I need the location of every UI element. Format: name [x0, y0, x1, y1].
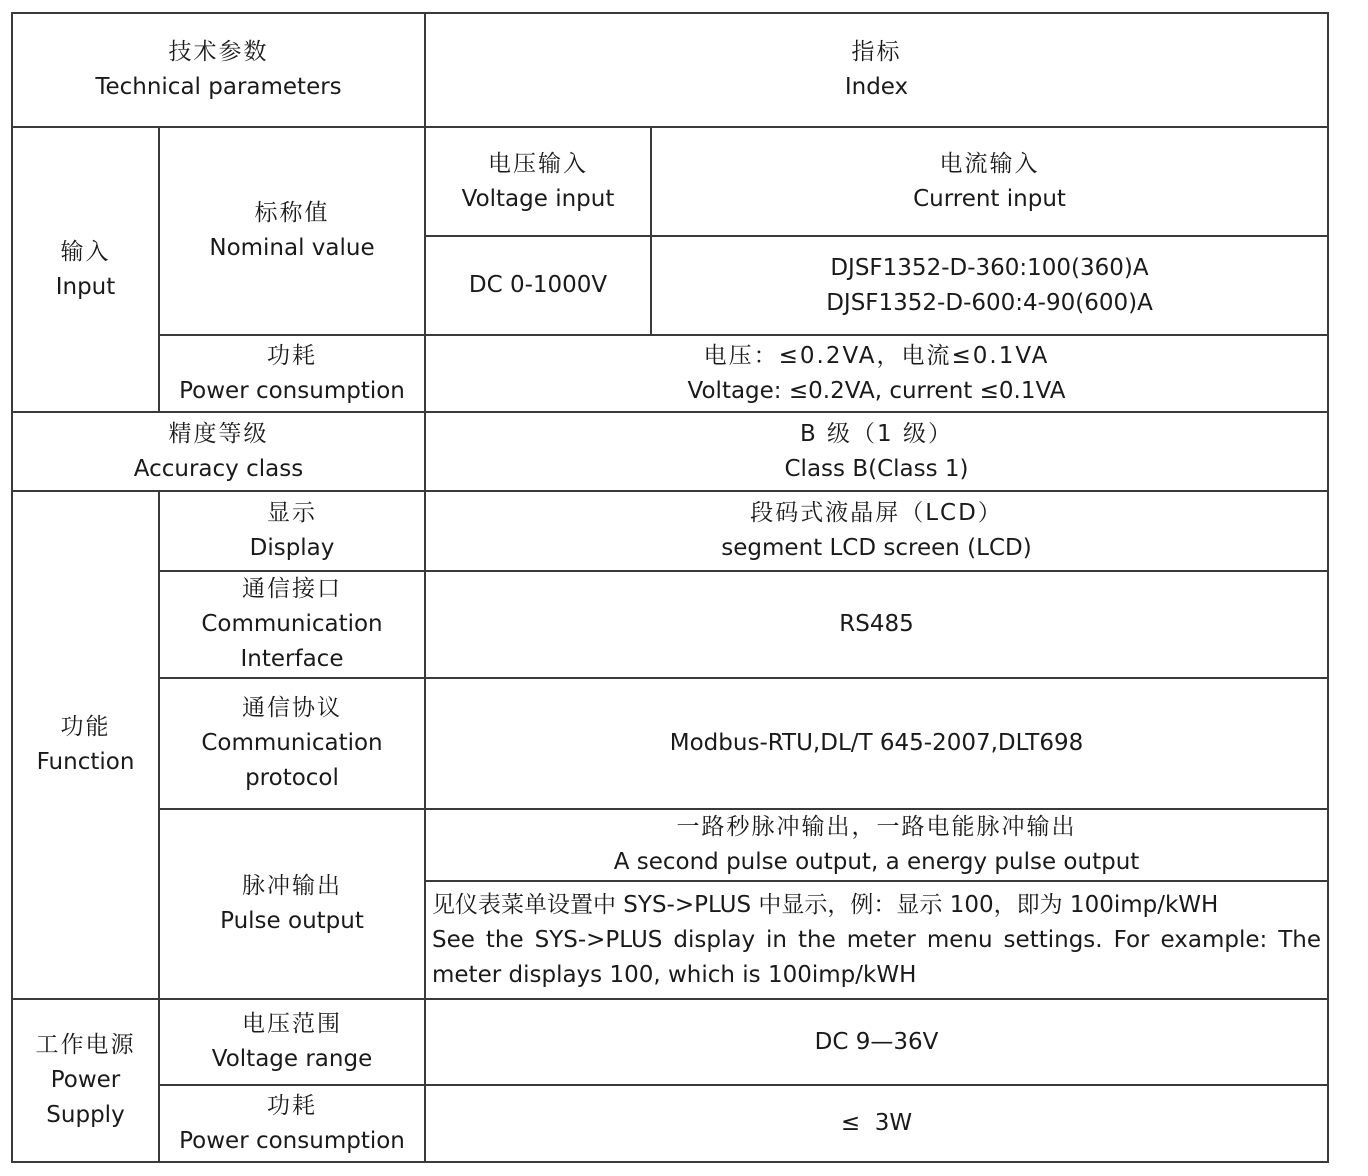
voltage-input-en: Voltage input: [461, 185, 615, 212]
voltage-input-zh: 电压输入: [488, 150, 588, 177]
voltage-range-value-cell: [425, 999, 1328, 1085]
comm-protocol-value-cell: [425, 678, 1328, 809]
spec-table: [11, 12, 1329, 1163]
current-value-2: DJSF1352-D-600:4-90(600)A: [826, 289, 1153, 316]
voltage-range-label-cell: [159, 999, 425, 1085]
nominal-value-cell: [159, 127, 425, 335]
power-supply-group-en-1: Power: [50, 1067, 121, 1093]
power-supply-group-cell: [12, 999, 159, 1162]
pulse-output-row-1: [12, 809, 1328, 881]
comm-interface-en-1: Communication: [201, 611, 383, 637]
input-power-en: Power consumption: [179, 377, 405, 404]
supply-power-value: ≤ 3W: [840, 1110, 913, 1136]
pulse-value-1-cell: [425, 809, 1328, 881]
comm-protocol-label-cell: [159, 678, 425, 809]
pulse-label-cell: [159, 809, 425, 999]
power-supply-voltage-row: [12, 999, 1328, 1085]
supply-power-value-cell: [425, 1085, 1328, 1162]
comm-protocol-en-1: Communication: [201, 730, 383, 756]
input-power-value-en: Voltage: ≤0.2VA, current ≤0.1VA: [687, 377, 1066, 404]
comm-protocol-zh: 通信协议: [242, 695, 342, 721]
nominal-value-en: Nominal value: [209, 235, 375, 261]
input-power-label-cell: [159, 335, 425, 412]
header-param-en: Technical parameters: [95, 74, 342, 100]
input-power-value-zh: 电压：≤0.2VA，电流≤0.1VA: [703, 342, 1050, 369]
accuracy-label-cell: [12, 412, 425, 491]
pulse-value-2-zh: 见仪表菜单设置中 SYS->PLUS 中显示，例：显示 100，即为 100imp/kWH: [432, 891, 1219, 918]
display-label-zh: 显示: [267, 500, 317, 526]
voltage-range-en: Voltage range: [211, 1046, 373, 1072]
current-value-1: DJSF1352-D-360:100(360)A: [830, 254, 1149, 281]
comm-interface-value-cell: [425, 571, 1328, 678]
function-group-zh: 功能: [60, 714, 111, 740]
power-supply-group-en-2: Supply: [46, 1102, 125, 1128]
input-power-zh: 功耗: [267, 342, 317, 369]
input-group-zh: 输入: [60, 238, 111, 265]
accuracy-value-zh: B 级（1 级）: [799, 420, 954, 447]
accuracy-value-cell: [425, 412, 1328, 491]
header-index-cell: [425, 13, 1328, 127]
header-index-en: Index: [844, 74, 909, 100]
display-value-en: segment LCD screen (LCD): [721, 535, 1032, 561]
voltage-range-value: DC 9—36V: [814, 1028, 939, 1055]
comm-interface-zh: 通信接口: [242, 576, 342, 602]
pulse-label-en: Pulse output: [220, 908, 364, 934]
power-supply-power-row: [12, 1085, 1328, 1162]
display-label-cell: [159, 491, 425, 571]
input-group-en: Input: [55, 273, 116, 300]
comm-protocol-row: [12, 678, 1328, 809]
comm-interface-en-2: Interface: [240, 646, 344, 672]
current-input-zh: 电流输入: [939, 150, 1040, 177]
supply-power-label-cell: [159, 1085, 425, 1162]
accuracy-label-zh: 精度等级: [168, 420, 269, 447]
voltage-value: DC 0-1000V: [468, 272, 608, 298]
pulse-value-1-zh: 一路秒脉冲输出，一路电能脉冲输出: [676, 814, 1077, 840]
function-group-en: Function: [36, 749, 135, 775]
input-nominal-header-row: [12, 127, 1328, 236]
accuracy-label-en: Accuracy class: [133, 455, 304, 482]
nominal-value-zh: 标称值: [254, 200, 330, 226]
current-input-en: Current input: [913, 185, 1066, 212]
power-supply-group-zh: 工作电源: [35, 1032, 136, 1058]
header-param-zh: 技术参数: [168, 39, 269, 65]
accuracy-value-en: Class B(Class 1): [784, 455, 969, 482]
comm-interface-row: [12, 571, 1328, 678]
display-value-cell: [425, 491, 1328, 571]
pulse-label-zh: 脉冲输出: [242, 873, 342, 899]
current-input-cell: [651, 127, 1328, 236]
display-value-zh: 段码式液晶屏（LCD）: [750, 500, 1003, 526]
comm-protocol-en-2: protocol: [245, 765, 339, 791]
input-power-value-cell: [425, 335, 1328, 412]
supply-power-zh: 功耗: [267, 1092, 317, 1119]
input-power-row: [12, 335, 1328, 412]
function-group-cell: [12, 491, 159, 999]
supply-power-en: Power consumption: [179, 1127, 405, 1154]
voltage-input-cell: [425, 127, 651, 236]
voltage-range-zh: 电压范围: [242, 1011, 342, 1037]
pulse-value-1-en: A second pulse output, a energy pulse output: [613, 849, 1140, 875]
header-index-zh: 指标: [851, 39, 902, 65]
display-label-en: Display: [249, 535, 335, 561]
pulse-value-2-cell: [425, 881, 1328, 999]
header-row: [12, 13, 1328, 127]
input-group-cell: [12, 127, 159, 412]
voltage-value-cell: [425, 236, 651, 335]
comm-interface-value: RS485: [839, 611, 914, 637]
pulse-value-2-en: See the SYS->PLUS display in the meter menu settings. For example: The meter displays 100, which is 100imp/kWH: [432, 926, 1321, 988]
comm-interface-label-cell: [159, 571, 425, 678]
header-param-cell: [12, 13, 425, 127]
current-value-cell: [651, 236, 1328, 335]
comm-protocol-value: Modbus-RTU,DL/T 645-2007,DLT698: [669, 730, 1084, 756]
accuracy-row: [12, 412, 1328, 491]
function-display-row: [12, 491, 1328, 571]
